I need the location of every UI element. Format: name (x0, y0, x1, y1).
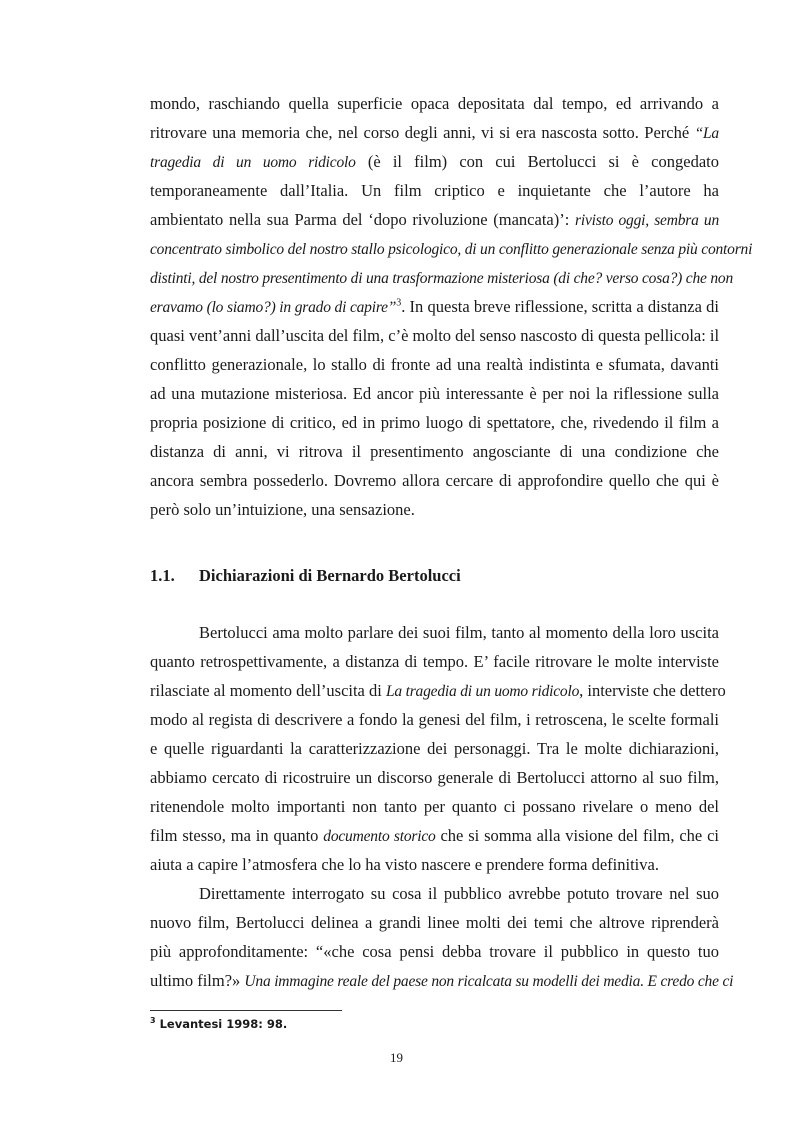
text-line (150, 123, 719, 145)
quote-text: concentrato simbolico del nostro stallo psicologico, di un conflitto generazionale senza più contorni (150, 241, 753, 258)
text-span: aiuta a capire l’atmosfera che lo ha visto nascere e prendere forma definitiva. (150, 855, 659, 874)
text-span: ad una mutazione misteriosa. Ed ancor più interessante è per noi la riflessione sulla (150, 384, 719, 403)
section-title: Dichiarazioni di Bernardo Bertolucci (199, 566, 461, 585)
text-span: ambientato nella sua Parma del ‘dopo rivoluzione (mancata)’: (150, 210, 576, 229)
text-line (150, 710, 719, 732)
footnote (150, 1017, 287, 1031)
text-span: . In questa breve riflessione, scritta a distanza di (401, 297, 719, 316)
text-span: mondo, raschiando quella superficie opaca depositata dal tempo, ed arrivando a (150, 94, 719, 113)
footnote-separator (150, 1010, 342, 1011)
quote-text: Una immagine reale del paese non ricalcata su modelli dei media. E credo che ci (244, 973, 734, 990)
footnote-text: Levantesi 1998: 98. (155, 1017, 288, 1031)
footnote-ref: 3 (396, 297, 402, 309)
text-line (150, 268, 734, 290)
text-line (199, 884, 719, 906)
text-span: nuovo film, Bertolucci delinea a grandi linee molti dei temi che altrove riprenderà (150, 913, 719, 932)
text-span: più approfonditamente: “«che cosa pensi debba trovare il pubblico in questo tuo (150, 942, 719, 961)
text-span: ritrovare una memoria che, nel corso degli anni, vi si era nascosta sotto. Perché (150, 123, 695, 142)
text-line (150, 355, 719, 377)
text-line (150, 942, 719, 964)
text-span: ancora sembra possederlo. Dovremo allora cercare di approfondire quello che qui è (150, 471, 719, 490)
text-span: però solo un’intuizione, una sensazione. (150, 500, 415, 519)
quote-text: eravamo (lo siamo?) in grado di capire” (150, 299, 397, 316)
page-number: 19 (390, 1050, 403, 1065)
text-line (150, 210, 719, 232)
text-line (150, 739, 719, 761)
section-number: 1.1. (150, 566, 175, 585)
italic-text: “La (694, 125, 719, 142)
text-span: ultimo film?» (150, 971, 245, 990)
text-line (150, 94, 719, 116)
section-heading (150, 566, 719, 588)
text-span: distanza di anni, vi ritrova il presentimento angosciante di una condizione che (150, 442, 719, 461)
text-span: che si somma alla visione del film, che ci (435, 826, 719, 845)
text-line (150, 652, 719, 674)
text-span: modo al regista di descrivere a fondo la genesi del film, i retroscena, le scelte formali (150, 710, 719, 729)
text-span: , interviste che dettero (579, 681, 726, 700)
footnote-marker: 3 (150, 1016, 156, 1026)
text-line (150, 500, 719, 522)
text-line (150, 326, 719, 348)
italic-text: documento storico (323, 828, 436, 845)
text-line (199, 623, 719, 645)
text-line (150, 826, 719, 848)
text-line (150, 913, 719, 935)
quote-text: distinti, del nostro presentimento di una trasformazione misteriosa (di che? verso cosa?) che non (150, 270, 734, 287)
text-line (150, 297, 719, 319)
text-span: film stesso, ma in quanto (150, 826, 324, 845)
text-span: conflitto generazionale, lo stallo di fronte ad una realtà indistinta e sfumata, davanti (150, 355, 719, 374)
text-span: rilasciate al momento dell’uscita di (150, 681, 386, 700)
text-line (150, 471, 719, 493)
text-line (150, 442, 719, 464)
text-line (150, 181, 719, 203)
text-line (150, 681, 726, 703)
film-title: tragedia di un uomo ridicolo (150, 154, 356, 171)
text-span: Bertolucci ama molto parlare dei suoi film, tanto al momento della loro uscita (199, 623, 719, 642)
text-span: quanto retrospettivamente, a distanza di tempo. E’ facile ritrovare le molte interviste (150, 652, 719, 671)
text-line (150, 152, 719, 174)
text-line (150, 971, 734, 993)
text-line (150, 797, 719, 819)
text-line (150, 239, 753, 261)
text-span: quasi vent’anni dall’uscita del film, c’è molto del senso nascosto di questa pellicola: il (150, 326, 720, 345)
text-line (150, 413, 719, 435)
text-span: Direttamente interrogato su cosa il pubblico avrebbe potuto trovare nel suo (199, 884, 719, 903)
text-span: e quelle riguardanti la caratterizzazione dei personaggi. Tra le molte dichiarazioni, (150, 739, 719, 758)
text-span: abbiamo cercato di ricostruire un discorso generale di Bertolucci attorno al suo film, (150, 768, 719, 787)
quote-text: rivisto oggi, sembra un (575, 212, 719, 229)
text-line (150, 855, 719, 877)
text-span: (è il film) con cui Bertolucci si è congedato (355, 152, 719, 171)
text-line (150, 384, 719, 406)
text-span: ritenendole molto importanti non tanto per quanto ci possano rivelare o meno del (150, 797, 719, 816)
text-span: temporaneamente dall’Italia. Un film criptico e inquietante che l’autore ha (150, 181, 719, 200)
film-title: La tragedia di un uomo ridicolo (385, 683, 580, 700)
text-span: propria posizione di critico, ed in primo luogo di spettatore, che, rivedendo il film a (150, 413, 719, 432)
text-line (150, 768, 719, 790)
